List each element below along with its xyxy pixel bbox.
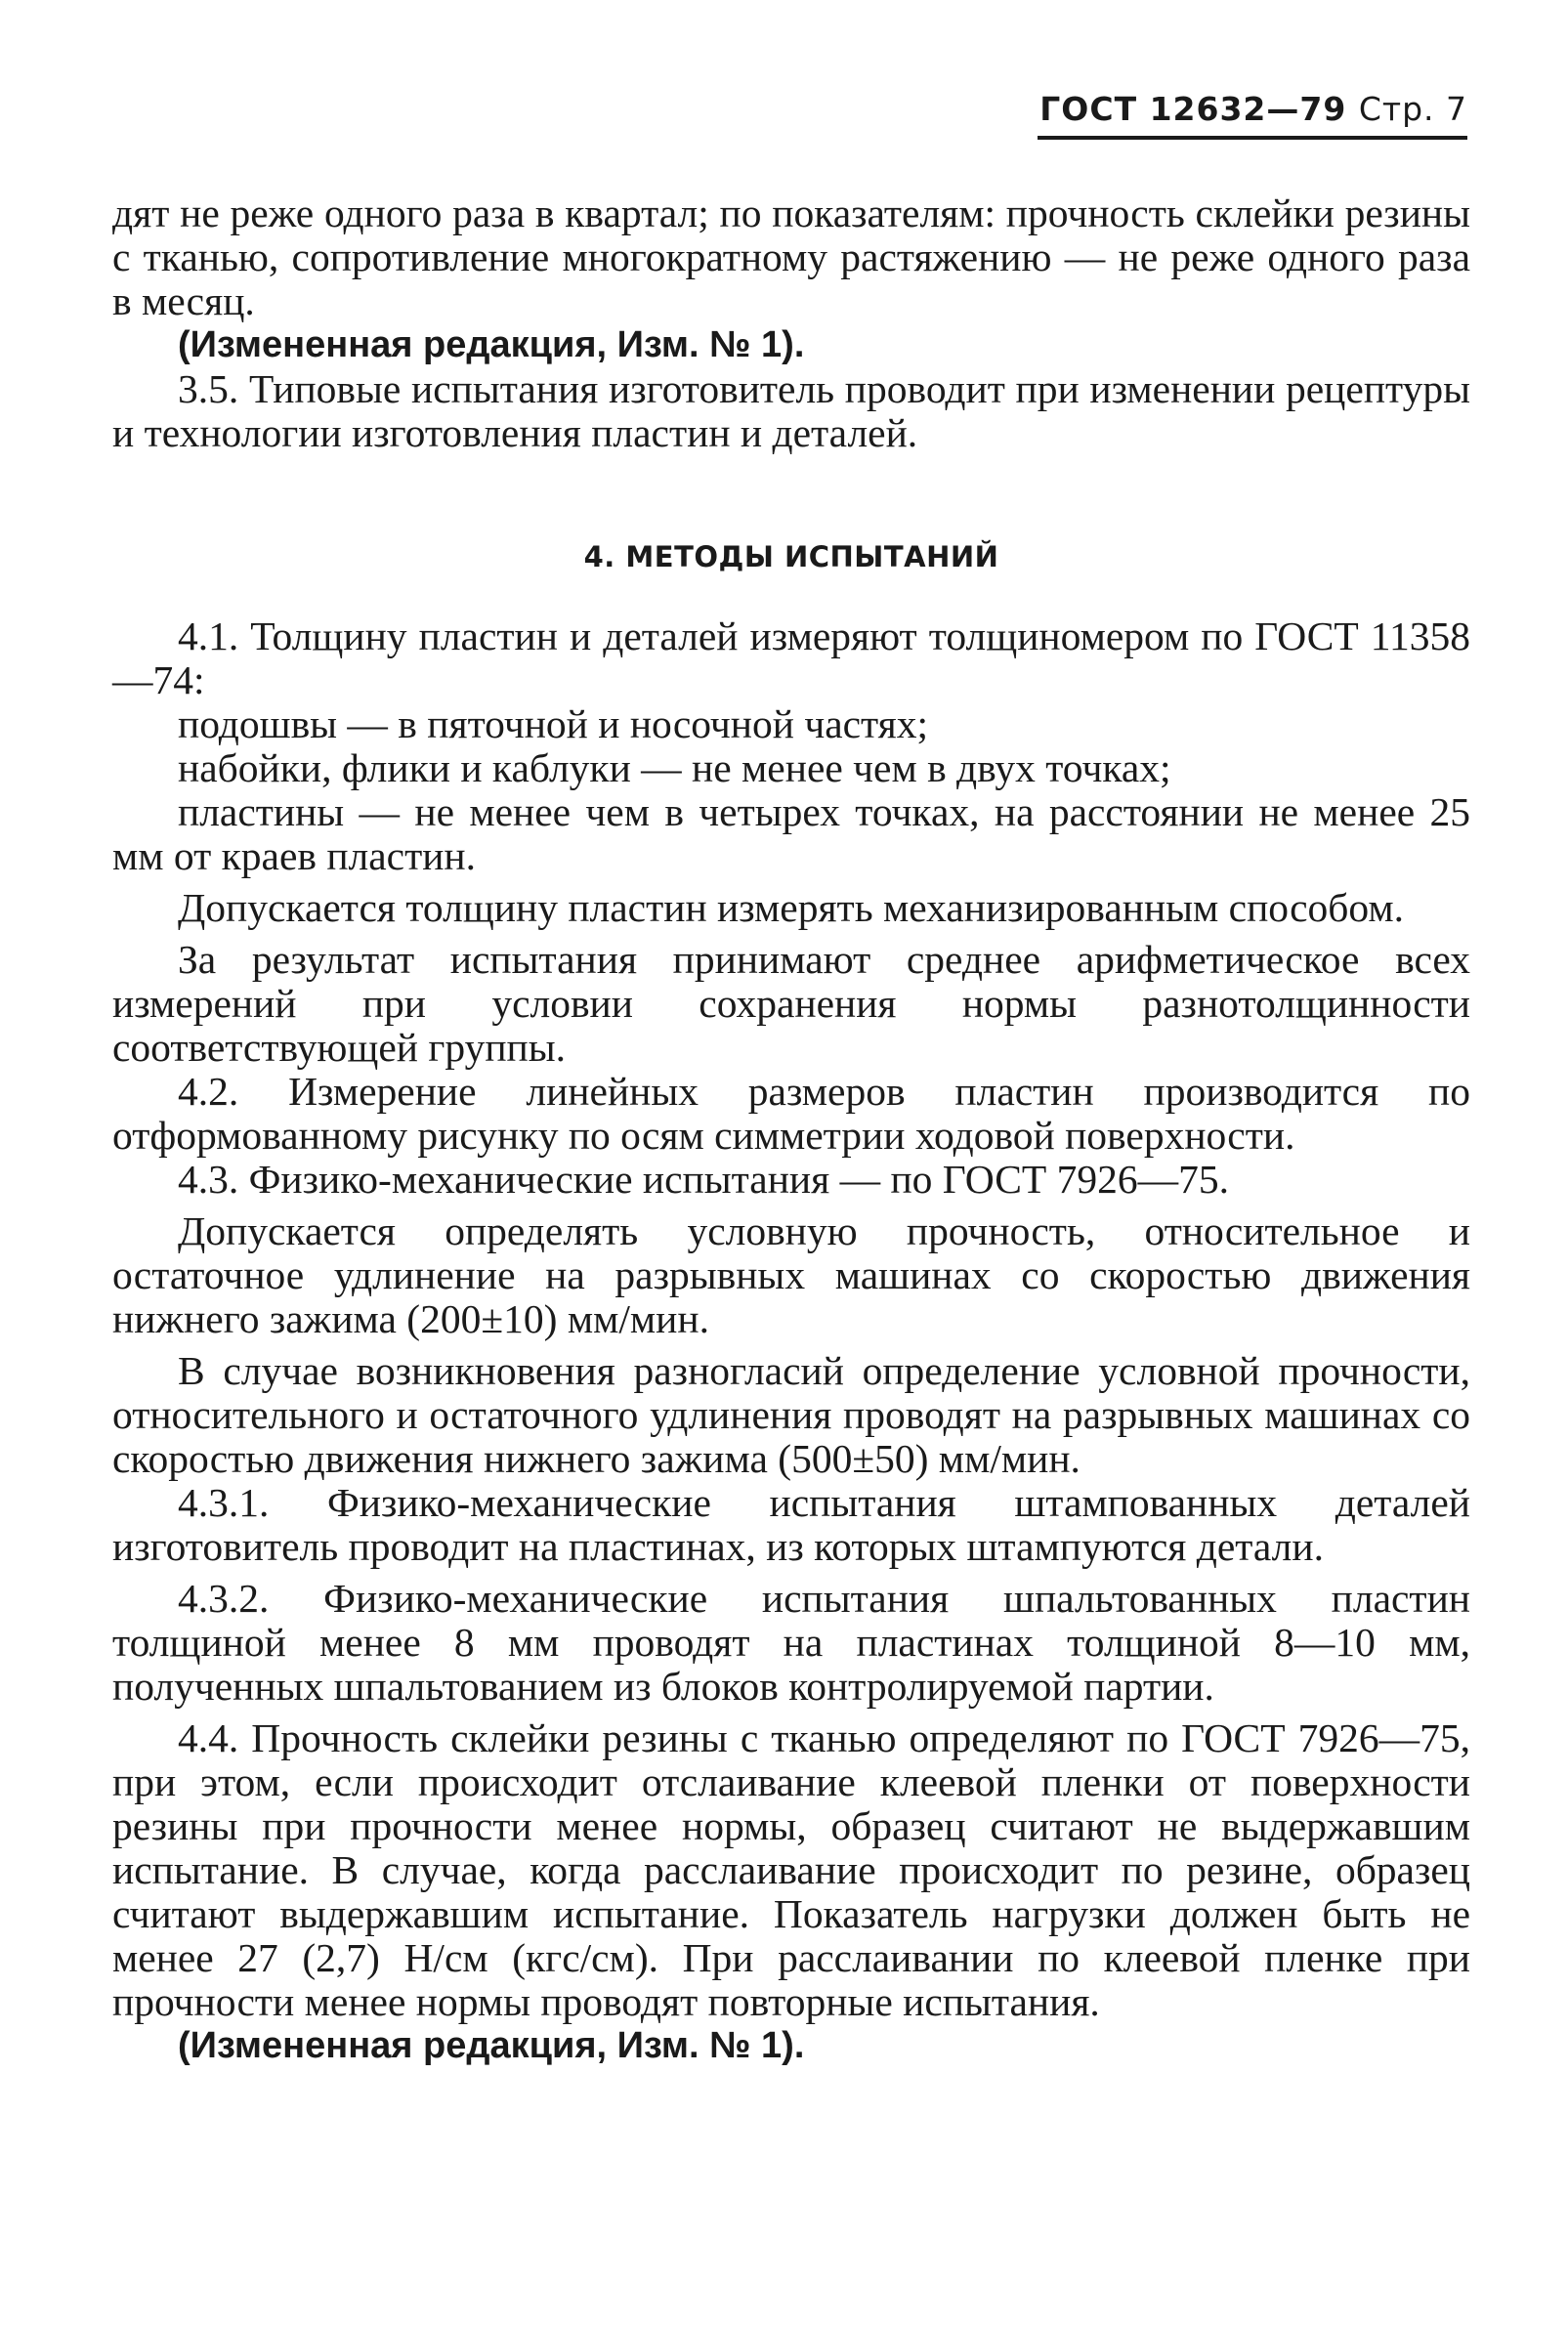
paragraph-mechanized: Допускается толщину пластин измерять механизированным способом. [178,885,1404,930]
paragraph-4-3-1: 4.3.1. Физико-механические испытания штампованных деталей изготовитель проводит на пластинах, из которых штампуются детали. [112,1480,1470,1569]
page-number: Стр. 7 [1358,90,1467,128]
page-header [1038,90,1467,140]
list-item-heel-pieces: набойки, флики и каблуки — не менее чем в двух точках; [178,745,1171,790]
list-item-plates: пластины — не менее чем в четырех точках, на расстоянии не менее 25 мм от краев пластин. [112,789,1470,878]
list-item-soles: подошвы — в пяточной и носочной частях; [178,701,929,746]
paragraph-disagreement: В случае возникновения разногласий определение условной прочности, относительного и остаточного удлинения проводят на разрывных машинах со скоростью движения нижнего зажима (500±50) мм/мин. [112,1348,1470,1481]
amendment-note: (Измененная редакция, Изм. № 1). [178,324,805,365]
paragraph-result: За результат испытания принимают среднее арифметическое всех измерений при условии сохранения нормы разнотолщинности соответствующей группы. [112,937,1470,1070]
paragraph-4-2: 4.2. Измерение линейных размеров пластин производится по отформованному рисунку по осям симметрии ходовой поверхности. [112,1069,1470,1158]
paragraph-4-1: 4.1. Толщину пластин и деталей измеряют толщиномером по ГОСТ 11358—74: [112,613,1470,702]
paragraph-4-4: 4.4. Прочность склейки резины с тканью определяют по ГОСТ 7926—75, при этом, если происходит отслаивание клеевой пленки от поверхности резины при прочности менее нормы, образец считают не выдержавшим испытание. В случае, когда расслаивание происходит по резине, образец считают выдержавшим испытание. Показатель нагрузки должен быть не менее 27 (2,7) Н/см (кгс/см). При расслаивании по клеевой пленке при прочности менее нормы проводят повторные испытания. [112,1715,1470,2024]
paragraph-continuation: дят не реже одного раза в квартал; по показателям: прочность склейки резины с тканью, сопротивление многократному растяжению — не реже одного раза в месяц. [112,190,1470,323]
paragraph-4-3: 4.3. Физико-механические испытания — по ГОСТ 7926—75. [178,1157,1230,1202]
section-title: 4. МЕТОДЫ ИСПЫТАНИЙ [583,540,999,573]
paragraph-tensile-speed: Допускается определять условную прочность, относительное и остаточное удлинение на разрывных машинах со скоростью движения нижнего зажима (200±10) мм/мин. [112,1208,1470,1341]
paragraph-4-3-2: 4.3.2. Физико-механические испытания шпальтованных пластин толщиной менее 8 мм проводят на пластинах толщиной 8—10 мм, полученных шпальтованием из блоков контролируемой партии. [112,1576,1470,1709]
amendment-note-final: (Измененная редакция, Изм. № 1). [178,2025,805,2066]
document-number: ГОСТ 12632—79 [1039,90,1347,128]
paragraph-3-5: 3.5. Типовые испытания изготовитель проводит при изменении рецептуры и технологии изготовления пластин и деталей. [112,366,1470,455]
document-body [112,191,1470,2068]
